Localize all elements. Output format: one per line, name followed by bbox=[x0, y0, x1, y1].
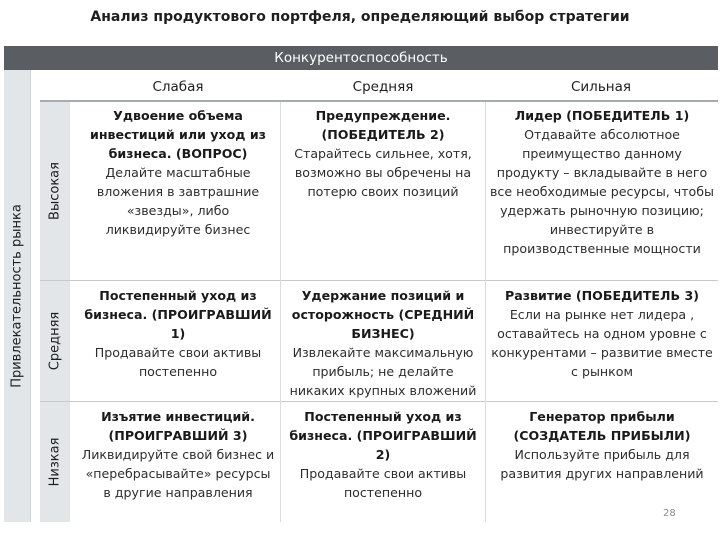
row-label-text: Высокая bbox=[47, 162, 63, 220]
cell-heading: Генератор прибыли (СОЗДАТЕЛЬ ПРИБЫЛИ) bbox=[513, 409, 691, 443]
cell-body: Делайте масштабные вложения в завтрашние «звезды», либо ликвидируйте бизнес bbox=[96, 165, 260, 237]
matrix-cell-medium-strong bbox=[486, 284, 718, 383]
matrix-cell-high-strong bbox=[486, 104, 718, 260]
matrix-cell-low-strong bbox=[486, 405, 718, 485]
column-group-label: Конкурентоспособность bbox=[274, 50, 448, 66]
row-label-low bbox=[40, 402, 70, 522]
row-divider bbox=[40, 280, 718, 281]
row-group-header bbox=[4, 70, 31, 522]
column-header-weak: Слабая bbox=[152, 79, 204, 95]
matrix-cell-high-medium bbox=[281, 104, 485, 203]
cell-body: Ликвидируйте свой бизнес и «перебрасывайте» ресурсы в другие направления bbox=[81, 447, 275, 500]
cell-heading: Предупреждение. (ПОБЕДИТЕЛЬ 2) bbox=[315, 108, 451, 142]
row-label-text: Низкая bbox=[47, 437, 63, 487]
page-number: 28 bbox=[663, 508, 676, 519]
cell-heading: Удвоение объема инвестиций или уход из бизнеса. (ВОПРОС) bbox=[90, 108, 266, 161]
row-label-high bbox=[40, 102, 70, 280]
row-label-medium bbox=[40, 281, 70, 401]
column-group-header bbox=[4, 46, 718, 70]
cell-body: Если на рынке нет лидера , оставайтесь на одном уровне с конкурентами – развитие вместе с рынком bbox=[491, 307, 713, 379]
column-header-strong: Сильная bbox=[570, 79, 631, 95]
matrix-cell-high-weak bbox=[76, 104, 280, 241]
cell-heading: Развитие (ПОБЕДИТЕЛЬ 3) bbox=[504, 288, 699, 303]
cell-body: Старайтесь сильнее, хотя, возможно вы обречены на потерю своих позиций bbox=[294, 146, 472, 199]
cell-body: Отдавайте абсолютное преимущество данному продукту – вкладывайте в него все необходимые ресурсы, чтобы удержать рыночную позицию; инвестируйте в производственные мощности bbox=[490, 127, 714, 256]
matrix-cell-medium-weak bbox=[76, 284, 280, 383]
cell-body: Продавайте свои активы постепенно bbox=[299, 466, 467, 500]
slide-title: Анализ продуктового портфеля, определяющий выбор стратегии bbox=[90, 9, 630, 25]
cell-body: Используйте прибыль для развития других направлений bbox=[500, 447, 704, 481]
matrix-cell-medium-medium bbox=[281, 284, 485, 402]
header-divider bbox=[40, 100, 718, 102]
cell-body: Продавайте свои активы постепенно bbox=[94, 345, 262, 379]
cell-heading: Удержание позиций и осторожность (СРЕДНИЙ БИЗНЕС) bbox=[291, 288, 475, 341]
cell-heading: Постепенный уход из бизнеса. (ПРОИГРАВШИЙ 1) bbox=[84, 288, 272, 341]
cell-heading: Лидер (ПОБЕДИТЕЛЬ 1) bbox=[514, 108, 690, 123]
cell-body: Извлекайте максимальную прибыль; не делайте никаких крупных вложений bbox=[289, 345, 477, 398]
column-header-medium: Средняя bbox=[352, 79, 414, 95]
cell-heading: Изъятие инвестиций. (ПРОИГРАВШИЙ 3) bbox=[101, 409, 255, 443]
row-group-label: Привлекательность рынка bbox=[9, 204, 25, 388]
matrix-cell-low-weak bbox=[76, 405, 280, 504]
cell-heading: Постепенный уход из бизнеса. (ПРОИГРАВШИЙ 2) bbox=[289, 409, 477, 462]
matrix-cell-low-medium bbox=[281, 405, 485, 504]
row-label-text: Средняя bbox=[47, 311, 63, 371]
